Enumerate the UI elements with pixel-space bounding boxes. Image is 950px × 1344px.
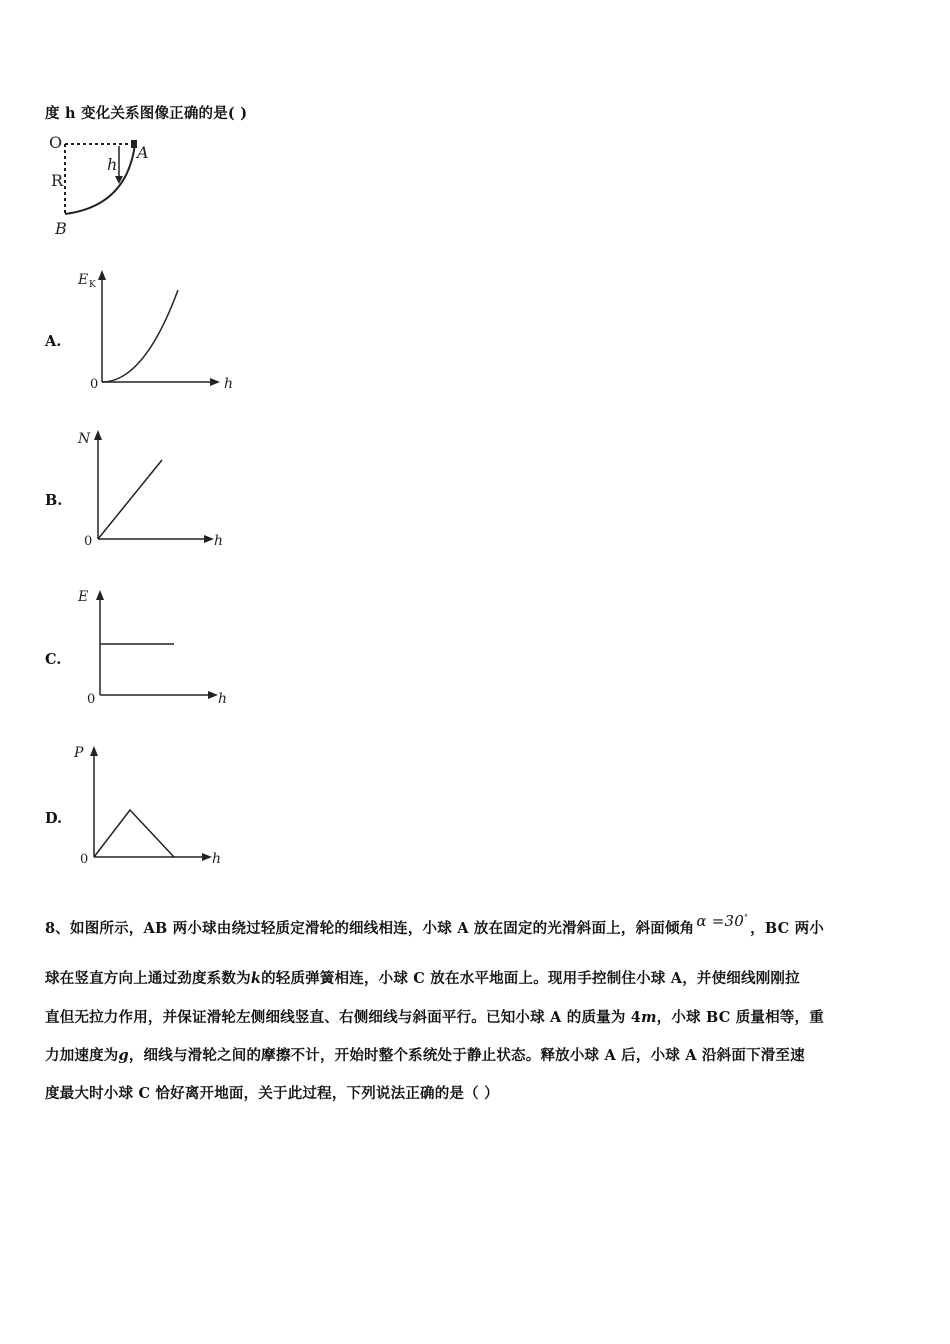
q7-track-figure: [45, 132, 165, 240]
option-b-label: B.: [45, 492, 63, 509]
q8-line-1-a: 8、如图所示，AB 两小球由绕过轻质定滑轮的细线相连，小球 A 放在固定的光滑斜面上，斜面倾角: [45, 920, 695, 937]
graph-a-yarrow: [98, 270, 106, 280]
graph-c-yarrow: [96, 590, 104, 600]
graph-d-xlabel: h: [212, 851, 222, 867]
graph-d-xarrow: [202, 853, 212, 861]
q8-line-3: [45, 1006, 824, 1027]
option-d-graph: [74, 742, 234, 867]
q8-line-5: 度最大时小球 C 恰好离开地面，关于此过程，下列说法正确的是（ ）: [45, 1085, 499, 1102]
q8-angle-value: α =30: [696, 912, 744, 930]
graph-b-yarrow: [94, 430, 102, 440]
fig-ball-a: [131, 140, 137, 148]
option-a-label: A.: [45, 333, 62, 350]
graph-d-ylabel: P: [74, 745, 84, 761]
fig-r-label: R: [51, 171, 64, 190]
graph-b-ylabel: N: [78, 431, 91, 447]
graph-b-origin: 0: [84, 534, 93, 549]
q8-line-4-b: ，细线与滑轮之间的摩擦不计，开始时整个系统处于静止状态。释放小球 A 后，小球 A 沿斜面下滑至速: [128, 1047, 805, 1064]
graph-c-ylabel: E: [78, 589, 89, 605]
fig-a-label: A: [137, 143, 149, 162]
graph-a-xlabel: h: [224, 376, 234, 392]
q8-k-symbol: k: [250, 970, 262, 987]
graph-a-origin: 0: [90, 377, 99, 392]
q8-line-2: [45, 967, 800, 988]
graph-d-triangle: [94, 810, 174, 857]
fig-o-label: O: [49, 133, 63, 152]
q8-angle-expr: [696, 912, 748, 930]
graph-d-origin: 0: [80, 852, 89, 867]
q8-line-1: [45, 912, 824, 938]
fig-b-label: B: [55, 219, 67, 238]
graph-a-curve: [102, 290, 178, 382]
q8-g-symbol: g: [118, 1047, 129, 1064]
graph-a-ylabel: E: [78, 272, 89, 288]
q8-line-4-a: 力加速度为: [45, 1047, 119, 1064]
q8-line-3-b: ，小球 BC 质量相等，重: [656, 1009, 824, 1026]
graph-a-xarrow: [210, 378, 220, 386]
graph-c-xlabel: h: [218, 691, 228, 707]
option-d-label: D.: [45, 810, 63, 827]
option-b-graph: [78, 428, 238, 553]
graph-d-yarrow: [90, 746, 98, 756]
graph-c-xarrow: [208, 691, 218, 699]
graph-a-ysub: K: [89, 280, 96, 290]
q8-line-3-a: 直但无拉力作用，并保证滑轮左侧细线竖直、右侧细线与斜面平行。已知小球 A 的质量为 4: [45, 1009, 642, 1026]
option-c-graph: [78, 588, 238, 713]
q8-line-2-a: 球在竖直方向上通过劲度系数为: [45, 970, 251, 987]
q8-angle-unit: °: [743, 913, 749, 922]
graph-b-xlabel: h: [214, 533, 224, 549]
option-c-label: C.: [45, 651, 62, 668]
q8-m-symbol: m: [641, 1009, 657, 1026]
q8-line-4: [45, 1044, 805, 1065]
fig-arc-track: [65, 144, 135, 214]
graph-b-line: [98, 460, 162, 539]
graph-c-origin: 0: [87, 692, 96, 707]
fig-h-label: h: [107, 155, 118, 174]
graph-b-xarrow: [204, 535, 214, 543]
q8-line-1-b: ，BC 两小: [750, 920, 824, 937]
q8-line-2-b: 的轻质弹簧相连，小球 C 放在水平地面上。现用手控制住小球 A，并使细线刚刚拉: [261, 970, 800, 987]
q7-stem-tail: 度 h 变化关系图像正确的是( ): [45, 105, 248, 122]
option-a-graph: [78, 268, 238, 393]
